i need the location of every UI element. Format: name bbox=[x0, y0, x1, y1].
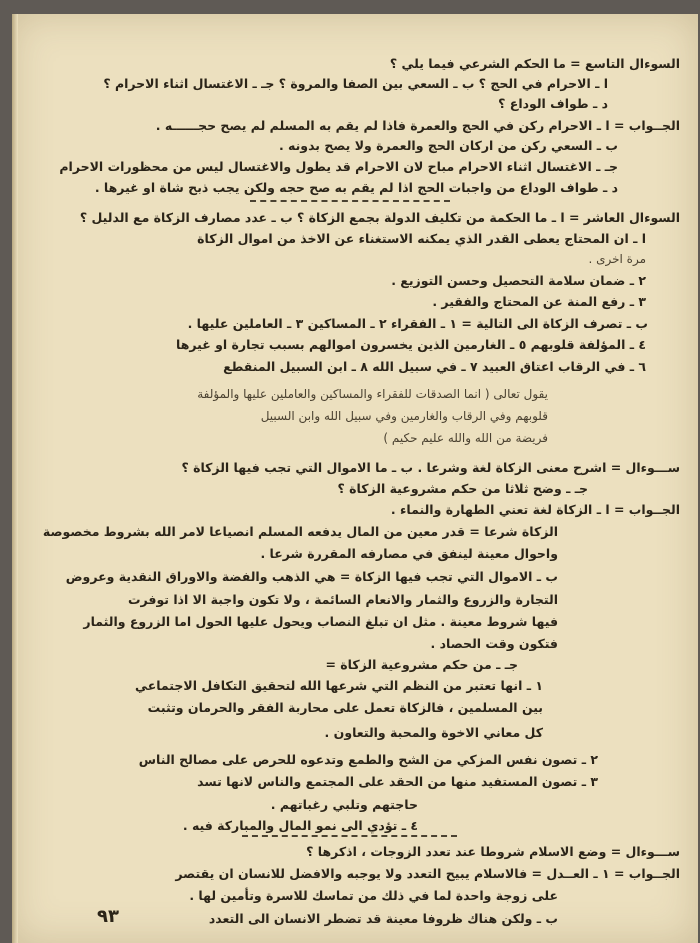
text-line: جـ ـ وضح ثلاثا من حكم مشروعية الزكاة ؟ bbox=[337, 481, 588, 496]
text-line: التجارة والزروع والثمار والانعام السائمة ، ولا تكون واجبة الا اذا توفرت bbox=[127, 592, 558, 607]
text-line: الجــواب = ا ـ الزكاة لغة تعني الطهارة والنماء . bbox=[390, 502, 680, 517]
text-line: حاجتهم وتلبي رغباتهم . bbox=[270, 797, 418, 812]
text-line: السوءال العاشر = ا ـ ما الحكمة من تكليف الدولة بجمع الزكاة ؟ ب ـ عدد مصارف الزكاة مع الدليل ؟ bbox=[79, 210, 680, 225]
text-line: ٤ ـ تؤدي الى نمو المال والمباركة فيه . bbox=[182, 818, 418, 833]
page-number: ٩٣ bbox=[97, 906, 119, 927]
text-line: فريضة من الله والله عليم حكيم ) bbox=[383, 431, 548, 445]
text-line: ٢ ـ تصون نفس المزكي من الشح والطمع وتدعوه للحرص على مصالح الناس bbox=[138, 752, 598, 767]
text-line: بين المسلمين ، فالزكاة تعمل على محاربة الفقر والحرمان وتثبت bbox=[147, 700, 543, 715]
text-line: ا ـ ان المحتاج يعطى القدر الذي يمكنه الاستغناء عن الاخذ من اموال الزكاة bbox=[197, 231, 646, 246]
text-line: الجــواب = ا ـ الاحرام ركن في الحج والعمرة فاذا لم يقم به المسلم لم يصح حجــــــه . bbox=[155, 118, 680, 133]
text-line: ٤ ـ المؤلفة قلوبهم ٥ ـ الغارمين الذين يخسرون اموالهم بسبب تجارة او غيرها bbox=[176, 337, 646, 352]
text-line: واحوال معينة لينفق في مصارفه المقررة شرعا . bbox=[260, 546, 558, 561]
text-line: قلوبهم وفي الرقاب والغارمين وفي سبيل الله وابن السبيل bbox=[260, 409, 548, 423]
text-line: فتكون وقت الحصاد . bbox=[430, 636, 558, 651]
text-line: ب ـ السعي ركن من اركان الحج والعمرة ولا يصح بدونه . bbox=[278, 138, 618, 153]
text-line: الجــواب = ١ ـ العــدل = فالاسلام يبيح التعدد ولا يوجبه والافضل للانسان ان يقتصر bbox=[175, 866, 680, 881]
text-line: ١ ـ انها تعتبر من النظم التي شرعها الله لتحقيق التكافل الاجتماعي bbox=[135, 678, 543, 693]
text-line: ســـوءال = وضع الاسلام شروطا عند تعدد الزوجات ، اذكرها ؟ bbox=[306, 844, 680, 859]
text-line: ب ـ تصرف الزكاة الى التالية = ١ ـ الفقراء ٢ ـ المساكين ٣ ـ العاملين عليها . bbox=[187, 316, 648, 331]
text-line: ٣ ـ تصون المستفيد منها من الحقد على المجتمع والناس لانها تسد bbox=[197, 774, 598, 789]
text-line: ا ـ الاحرام في الحج ؟ ب ـ السعي بين الصفا والمروة ؟ جـ ـ الاغتسال اثناء الاحرام ؟ bbox=[103, 76, 608, 91]
separator-line bbox=[250, 200, 450, 202]
text-line: ٦ ـ في الرقاب اعتاق العبيد ٧ ـ في سبيل الله ٨ ـ ابن السبيل المنقطع bbox=[223, 359, 646, 374]
book-page bbox=[12, 14, 698, 943]
text-line: د ـ طواف الوداع من واجبات الحج اذا لم يقم به صح حجه ولكن يجب ذبح شاة او غيرها . bbox=[94, 180, 618, 195]
text-line: مرة اخرى . bbox=[588, 252, 646, 266]
text-line: ٣ ـ رفع المنة عن المحتاج والفقير . bbox=[432, 294, 646, 309]
text-line: ب ـ الاموال التي تجب فيها الزكاة = هي الذهب والفضة والاوراق النقدية وعروض bbox=[65, 569, 558, 584]
separator-line bbox=[242, 835, 457, 837]
text-line: الزكاة شرعا = قدر معين من المال يدفعه المسلم انصياعا لامر الله بشروط مخصوصة bbox=[42, 524, 558, 539]
text-line: ٢ ـ ضمان سلامة التحصيل وحسن التوزيع . bbox=[391, 273, 646, 288]
text-line: يقول تعالى ( انما الصدقات للفقراء والمساكين والعاملين عليها والمؤلفة bbox=[197, 387, 548, 401]
text-line: فيها شروط معينة . مثل ان تبلغ النصاب ويحول عليها الحول اما الزروع والثمار bbox=[83, 614, 558, 629]
text-line: جـ ـ من حكم مشروعية الزكاة = bbox=[325, 657, 518, 672]
text-line: ســـوءال = اشرح معنى الزكاة لغة وشرعا . ب ـ ما الاموال التي تجب فيها الزكاة ؟ bbox=[181, 460, 680, 475]
text-line: السوءال التاسع = ما الحكم الشرعي فيما يلي ؟ bbox=[389, 56, 680, 71]
text-line: على زوجة واحدة لما في ذلك من تماسك للاسرة وتأمين لها . bbox=[189, 888, 558, 903]
text-line: كل معاني الاخوة والمحبة والتعاون . bbox=[324, 725, 543, 740]
text-line: جـ ـ الاغتسال اثناء الاحرام مباح لان الاحرام قد يطول والاغتسال ليس من محظورات الاحرام bbox=[59, 159, 618, 174]
text-line: د ـ طواف الوداع ؟ bbox=[498, 96, 608, 111]
text-line: ب ـ ولكن هناك ظروفا معينة قد تضطر الانسان الى التعدد bbox=[208, 911, 558, 926]
page-text bbox=[12, 14, 698, 943]
